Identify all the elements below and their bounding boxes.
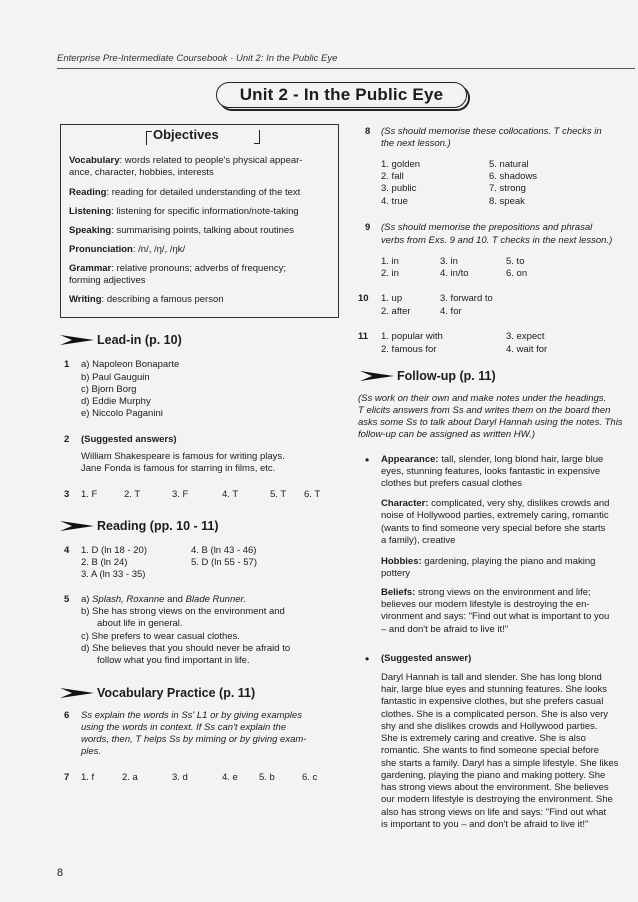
ex8-3: 3. public: [381, 183, 417, 194]
follow-up-note-4: follow-up can be assigned as written HW.): [358, 429, 536, 440]
ex7-3: 3. d: [172, 772, 188, 783]
ex4-2: 2. B (ln 24): [81, 557, 128, 568]
ex8-2: 2. fall: [381, 171, 404, 182]
ex6-line-4: ples.: [81, 746, 102, 757]
hobbies-line-2: pottery: [381, 568, 411, 579]
appearance-line-3: clothes but prefers casual clothes: [381, 478, 522, 489]
follow-up-arrow-icon: [360, 369, 394, 383]
ex5-b: b) She has strong views on the environment and: [81, 606, 285, 617]
objective-grammar-cont: forming adjectives: [69, 275, 146, 286]
ex8-5: 5. natural: [489, 159, 529, 170]
suggested-line-9: gardening, playing the piano and making pottery. She: [381, 770, 606, 781]
reading-title: Reading (pp. 10 - 11): [97, 519, 219, 533]
objective-reading: Reading: reading for detailed understanding of the text: [69, 187, 301, 198]
suggested-line-4: clothes. She is a complicated person. She is also very: [381, 709, 609, 720]
ex11-2: 2. famous for: [381, 344, 437, 355]
ex9-3: 3. in: [440, 256, 458, 267]
ex5-d: d) She believes that you should never be afraid to: [81, 643, 291, 654]
objectives-title: Objectives: [153, 127, 219, 142]
beliefs-line-1: Beliefs: strong views on the environment and life;: [381, 587, 591, 598]
ex4-5: 5. D (ln 55 - 57): [191, 557, 257, 568]
ex10-2: 2. after: [381, 306, 411, 317]
objective-speaking: Speaking: summarising points, talking about routines: [69, 225, 294, 236]
suggested-line-10: has strong views about the environment. She believes: [381, 782, 609, 793]
ex9-2: 2. in: [381, 268, 399, 279]
ex6-line-2: using the words in context. If Ss can't explain the: [81, 722, 287, 733]
suggested-line-8: she starts a family. Daryl has a simple lifestyle. She likes: [381, 758, 619, 769]
ex6-line-3: words, then, T helps Ss by miming or by giving exam-: [81, 734, 307, 745]
ex10-4: 4. for: [440, 306, 462, 317]
ex6-number: 6: [64, 710, 70, 721]
ex11-1: 1. popular with: [381, 331, 443, 342]
suggested-bullet: •: [365, 652, 370, 666]
objectives-bracket-left: [146, 131, 152, 145]
ex4-4: 4. B (ln 43 - 46): [191, 545, 257, 556]
ex7-1: 1. f: [81, 772, 95, 783]
ex8-1: 1. golden: [381, 159, 421, 170]
ex9-note-2: verbs from Exs. 9 and 10. T checks in the next lesson.): [381, 235, 613, 246]
suggested-line-6: She is extremely caring and creative. She is also: [381, 733, 586, 744]
ex8-7: 7. strong: [489, 183, 526, 194]
vocab-practice-title: Vocabulary Practice (p. 11): [97, 686, 256, 700]
ex9-1: 1. in: [381, 256, 399, 267]
ex1-c: c) Bjorn Borg: [81, 384, 137, 395]
ex3-number: 3: [64, 489, 70, 500]
ex4-1: 1. D (ln 18 - 20): [81, 545, 147, 556]
ex1-d: d) Eddie Murphy: [81, 396, 151, 407]
ex11-3: 3. expect: [506, 331, 545, 342]
character-line-1: Character: complicated, very shy, dislikes crowds and: [381, 498, 610, 509]
ex8-6: 6. shadows: [489, 171, 538, 182]
ex3-2: 2. T: [124, 489, 141, 500]
ex7-5: 5. b: [259, 772, 275, 783]
ex11-number: 11: [358, 331, 369, 342]
ex9-4: 4. in/to: [440, 268, 469, 279]
suggested-line-1: Daryl Hannah is tall and slender. She has long blond: [381, 672, 602, 683]
objective-listening: Listening: listening for specific information/note-taking: [69, 206, 299, 217]
ex2-title: (Suggested answers): [81, 434, 177, 445]
suggested-line-11: our modern lifestyle is destroying the environment. She: [381, 794, 613, 805]
suggested-line-5: shy and she dislikes crowds and Hollywood parties.: [381, 721, 598, 732]
page-header: Enterprise Pre-Intermediate Coursebook · Unit 2: In the Public Eye: [57, 53, 338, 64]
ex7-6: 6. c: [302, 772, 318, 783]
suggested-line-13: is important to you – and don't be afraid to live it!": [381, 819, 589, 830]
follow-up-note-3: asks some Ss to talk about Daryl Hannah using the notes. This: [358, 417, 623, 428]
objectives-bracket-right: [254, 130, 260, 144]
ex2-line-1: William Shakespeare is famous for writing plays.: [81, 451, 285, 462]
character-line-3: (wants to find someone very special before she starts: [381, 523, 606, 534]
objective-vocabulary-cont: ance, character, hobbies, interests: [69, 167, 214, 178]
ex3-3: 3. F: [172, 489, 189, 500]
ex9-6: 6. on: [506, 268, 528, 279]
suggested-answer-title: (Suggested answer): [381, 653, 472, 664]
ex4-number: 4: [64, 545, 70, 556]
suggested-line-2: hair, large blue eyes and stunning features. She looks: [381, 684, 608, 695]
ex10-number: 10: [358, 293, 369, 304]
reading-arrow-icon: [60, 519, 94, 533]
follow-up-title: Follow-up (p. 11): [397, 369, 496, 383]
ex3-1: 1. F: [81, 489, 98, 500]
ex6-line-1: Ss explain the words in Ss' L1 or by giving examples: [81, 710, 302, 721]
ex8-note-1: (Ss should memorise these collocations. T checks in: [381, 126, 602, 137]
header-rule: [57, 68, 635, 69]
ex5-d-cont: follow what you find important in life.: [97, 655, 250, 666]
appearance-bullet: •: [365, 453, 370, 467]
ex1-e: e) Niccolo Paganini: [81, 408, 163, 419]
ex1-number: 1: [64, 359, 70, 370]
ex8-number: 8: [365, 126, 371, 137]
lead-in-arrow-icon: [60, 333, 94, 347]
ex7-2: 2. a: [122, 772, 138, 783]
ex7-number: 7: [64, 772, 70, 783]
ex8-4: 4. true: [381, 196, 408, 207]
ex3-4: 4. T: [222, 489, 239, 500]
ex3-6: 6. T: [304, 489, 321, 500]
beliefs-line-3: vironment and says: "Find out what is important to you: [381, 611, 610, 622]
beliefs-line-2: believes our modern lifestyle is destroying the en-: [381, 599, 590, 610]
lead-in-title: Lead-in (p. 10): [97, 333, 182, 347]
follow-up-note-1: (Ss work on their own and make notes under the headings.: [358, 393, 607, 404]
page-number: 8: [57, 867, 64, 879]
ex4-3: 3. A (ln 33 - 35): [81, 569, 146, 580]
suggested-line-7: romantic. She wants to find someone special before: [381, 745, 600, 756]
ex2-number: 2: [64, 434, 70, 445]
appearance-line-2: eyes, stunning features, looks fantastic in expensive: [381, 466, 601, 477]
ex5-c: c) She prefers to wear casual clothes.: [81, 631, 240, 642]
beliefs-line-4: – and don't be afraid to live it!": [381, 624, 509, 635]
suggested-line-12: also has strong views on life and says: "Find out what: [381, 807, 607, 818]
ex7-4: 4. e: [222, 772, 238, 783]
ex9-5: 5. to: [506, 256, 525, 267]
ex5-b-cont: about life in general.: [97, 618, 183, 629]
ex10-1: 1. up: [381, 293, 403, 304]
ex3-5: 5. T: [270, 489, 287, 500]
hobbies-line-1: Hobbies: gardening, playing the piano and making: [381, 556, 596, 567]
ex1-a: a) Napoleon Bonaparte: [81, 359, 180, 370]
objective-vocabulary: Vocabulary: words related to people's physical appear-: [69, 155, 303, 166]
character-line-4: a family), creative: [381, 535, 456, 546]
ex8-8: 8. speak: [489, 196, 525, 207]
ex2-line-2: Jane Fonda is famous for starring in films, etc.: [81, 463, 276, 474]
objective-grammar: Grammar: relative pronouns; adverbs of frequency;: [69, 263, 287, 274]
objectives-box: [60, 124, 339, 318]
ex9-number: 9: [365, 222, 371, 233]
follow-up-note-2: T elicits answers from Ss and writes them on the board then: [358, 405, 611, 416]
ex11-4: 4. wait for: [506, 344, 548, 355]
ex8-note-2: the next lesson.): [381, 138, 451, 149]
ex1-b: b) Paul Gauguin: [81, 372, 150, 383]
unit-title: Unit 2 - In the Public Eye: [216, 82, 467, 108]
character-line-2: noise of Hollywood parties, extremely caring, romantic: [381, 510, 609, 521]
vocab-arrow-icon: [60, 686, 94, 700]
objective-writing: Writing: describing a famous person: [69, 294, 224, 305]
ex5-a: a) Splash, Roxanne and Blade Runner.: [81, 594, 246, 605]
appearance-line-1: Appearance: tall, slender, long blond hair, large blue: [381, 454, 604, 465]
suggested-line-3: fantastic in expensive clothes, but she prefers casual: [381, 696, 604, 707]
ex5-number: 5: [64, 594, 70, 605]
ex10-3: 3. forward to: [440, 293, 493, 304]
ex9-note-1: (Ss should memorise the prepositions and phrasal: [381, 222, 593, 233]
objective-pronunciation: Pronunciation: /n/, /ŋ/, /ŋk/: [69, 244, 186, 255]
